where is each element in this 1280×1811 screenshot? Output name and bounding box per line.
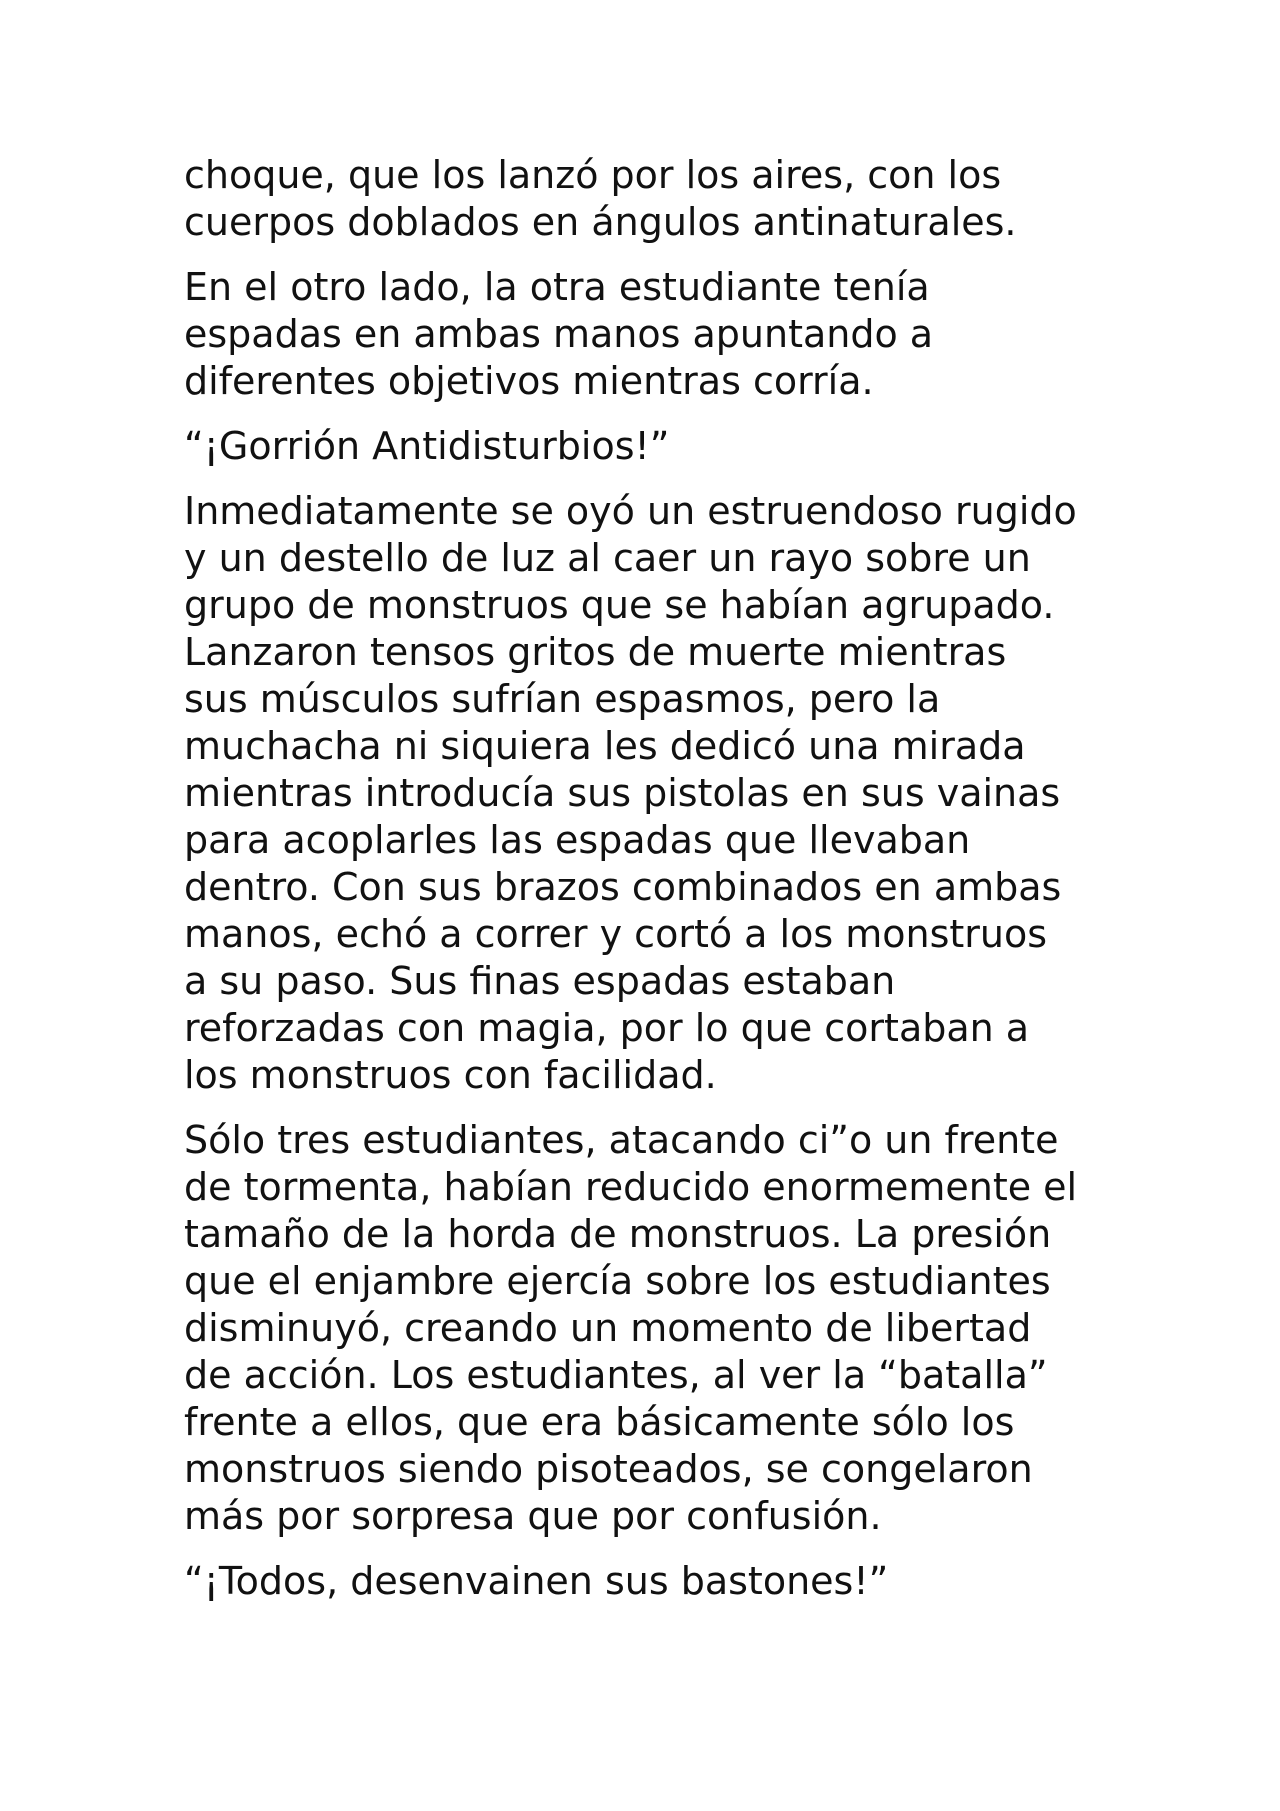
- page-text-column: [184, 152, 1114, 1623]
- paragraph-5: Sólo tres estudiantes, atacando ci”o un frente de tormenta, habían reducido enormemente el tamaño de la horda de monstruos. La presión que el enjambre ejercía sobre los estudiantes disminuyó, creando un momento de libertad de acción. Los estudiantes, al ver la “batalla” frente a ellos, que era básicamente sólo los monstruos siendo pisoteados, se congelaron más por sorpresa que por confusión.: [184, 1118, 1078, 1538]
- paragraph-4: Inmediatamente se oyó un estruendoso rugido y un destello de luz al caer un rayo sobre un grupo de monstruos que se habían agrupado. Lanzaron tensos gritos de muerte mientras sus músculos sufrían espasmos, pero la muchacha ni siquiera les dedicó una mirada mientras introducía sus pistolas en sus vainas para acoplarles las espadas que llevaban dentro. Con sus brazos combinados en ambas manos, echó a correr y cortó a los monstruos a su paso. Sus finas espadas estaban reforzadas con magia, por lo que cortaban a los monstruos con facilidad.: [184, 489, 1077, 1097]
- paragraph-6-dialogue: “¡Todos, desenvainen sus bastones!”: [184, 1559, 889, 1603]
- paragraph-2: En el otro lado, la otra estudiante tenía espadas en ambas manos apuntando a diferentes objetivos mientras corría.: [184, 265, 934, 403]
- paragraph-3-dialogue: “¡Gorrión Antidisturbios!”: [184, 424, 670, 468]
- paragraph-1: choque, que los lanzó por los aires, con los cuerpos doblados en ángulos antinaturales.: [184, 153, 1017, 244]
